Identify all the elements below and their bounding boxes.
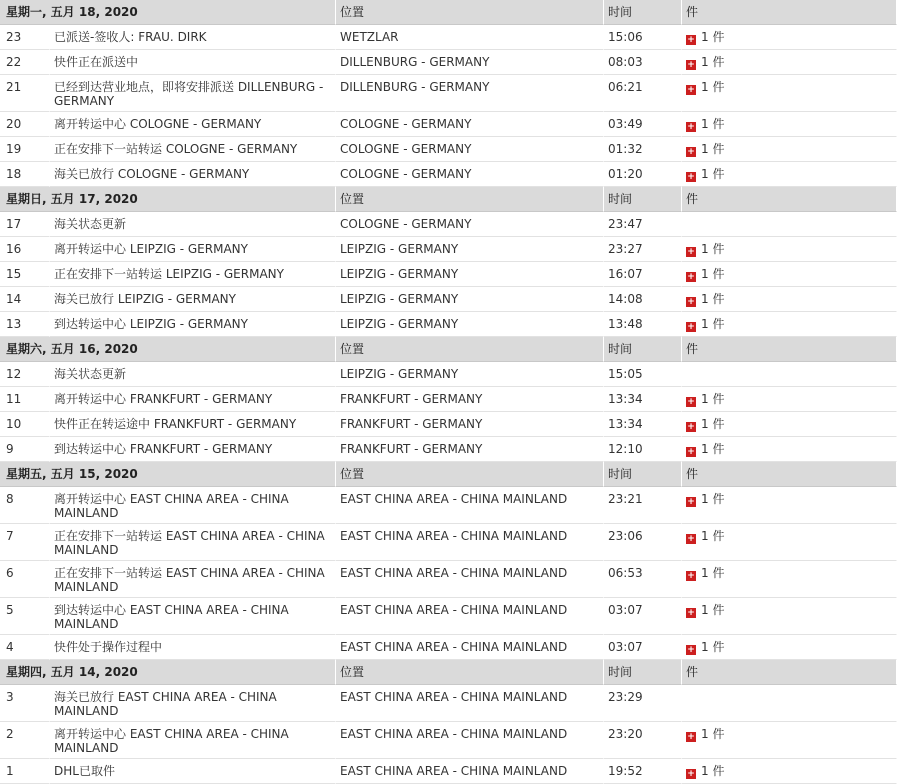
event-description: 到达转运中心 FRANKFURT - GERMANY	[50, 437, 336, 462]
event-number: 8	[0, 487, 50, 524]
pieces-column-header: 件	[682, 660, 897, 685]
event-description: 离开转运中心 COLOGNE - GERMANY	[50, 112, 336, 137]
event-time: 06:21	[604, 75, 682, 112]
event-location: WETZLAR	[336, 25, 604, 50]
event-number: 13	[0, 312, 50, 337]
event-description: 海关状态更新	[50, 212, 336, 237]
expand-plus-icon[interactable]: +	[687, 85, 695, 95]
event-location: FRANKFURT - GERMANY	[336, 387, 604, 412]
event-number: 4	[0, 635, 50, 660]
table-row	[0, 25, 897, 50]
pieces-label[interactable]: 1 件	[701, 417, 725, 431]
location-column-header: 位置	[336, 660, 604, 685]
time-column-header: 时间	[604, 0, 682, 25]
pieces-label[interactable]: 1 件	[701, 603, 725, 617]
event-number: 5	[0, 598, 50, 635]
event-time: 06:53	[604, 561, 682, 598]
event-description: 离开转运中心 EAST CHINA AREA - CHINA MAINLAND	[50, 722, 336, 759]
event-time: 23:20	[604, 722, 682, 759]
event-location: EAST CHINA AREA - CHINA MAINLAND	[336, 524, 604, 561]
event-time: 15:05	[604, 362, 682, 387]
event-number: 2	[0, 722, 50, 759]
event-description: 海关已放行 LEIPZIG - GERMANY	[50, 287, 336, 312]
pieces-cell	[682, 524, 897, 561]
pieces-cell	[682, 685, 897, 722]
pieces-cell	[682, 237, 897, 262]
pieces-cell	[682, 112, 897, 137]
date-header: 星期一, 五月 18, 2020	[0, 0, 336, 25]
event-number: 22	[0, 50, 50, 75]
expand-plus-icon[interactable]: +	[687, 447, 695, 457]
time-column-header: 时间	[604, 187, 682, 212]
event-location: COLOGNE - GERMANY	[336, 137, 604, 162]
event-location: LEIPZIG - GERMANY	[336, 262, 604, 287]
pieces-column-header: 件	[682, 462, 897, 487]
event-number: 15	[0, 262, 50, 287]
event-number: 23	[0, 25, 50, 50]
pieces-cell	[682, 50, 897, 75]
pieces-label[interactable]: 1 件	[701, 529, 725, 543]
pieces-cell	[682, 759, 897, 784]
pieces-label[interactable]: 1 件	[701, 392, 725, 406]
event-time: 23:27	[604, 237, 682, 262]
expand-plus-icon[interactable]: +	[687, 397, 695, 407]
event-description: 到达转运中心 LEIPZIG - GERMANY	[50, 312, 336, 337]
event-number: 19	[0, 137, 50, 162]
pieces-column-header: 件	[682, 0, 897, 25]
location-column-header: 位置	[336, 0, 604, 25]
pieces-cell	[682, 287, 897, 312]
event-time: 16:07	[604, 262, 682, 287]
expand-plus-icon[interactable]: +	[687, 645, 695, 655]
pieces-label[interactable]: 1 件	[701, 292, 725, 306]
pieces-label[interactable]: 1 件	[701, 442, 725, 456]
table-row	[0, 137, 897, 162]
table-row	[0, 412, 897, 437]
date-header-row	[0, 660, 897, 685]
table-row	[0, 50, 897, 75]
expand-plus-icon[interactable]: +	[687, 60, 695, 70]
pieces-label[interactable]: 1 件	[701, 242, 725, 256]
event-location: EAST CHINA AREA - CHINA MAINLAND	[336, 487, 604, 524]
event-description: 离开转运中心 FRANKFURT - GERMANY	[50, 387, 336, 412]
event-location: DILLENBURG - GERMANY	[336, 75, 604, 112]
event-time: 03:07	[604, 598, 682, 635]
event-description: 快件正在派送中	[50, 50, 336, 75]
expand-plus-icon[interactable]: +	[687, 769, 695, 779]
event-number: 7	[0, 524, 50, 561]
event-location: EAST CHINA AREA - CHINA MAINLAND	[336, 685, 604, 722]
pieces-cell	[682, 722, 897, 759]
event-time: 03:07	[604, 635, 682, 660]
expand-plus-icon[interactable]: +	[687, 122, 695, 132]
event-description: DHL已取件	[50, 759, 336, 784]
event-location: FRANKFURT - GERMANY	[336, 412, 604, 437]
expand-plus-icon[interactable]: +	[687, 297, 695, 307]
event-time: 13:34	[604, 412, 682, 437]
pieces-cell	[682, 437, 897, 462]
date-header: 星期六, 五月 16, 2020	[0, 337, 336, 362]
date-header: 星期五, 五月 15, 2020	[0, 462, 336, 487]
event-number: 3	[0, 685, 50, 722]
pieces-cell	[682, 561, 897, 598]
event-location: LEIPZIG - GERMANY	[336, 312, 604, 337]
event-time: 01:32	[604, 137, 682, 162]
event-number: 6	[0, 561, 50, 598]
pieces-cell	[682, 635, 897, 660]
event-description: 正在安排下一站转运 COLOGNE - GERMANY	[50, 137, 336, 162]
event-number: 11	[0, 387, 50, 412]
date-header-row	[0, 0, 897, 25]
event-time: 03:49	[604, 112, 682, 137]
event-number: 17	[0, 212, 50, 237]
pieces-label[interactable]: 1 件	[701, 727, 725, 741]
event-number: 1	[0, 759, 50, 784]
pieces-cell	[682, 162, 897, 187]
event-description: 海关状态更新	[50, 362, 336, 387]
event-location: EAST CHINA AREA - CHINA MAINLAND	[336, 561, 604, 598]
event-time: 23:06	[604, 524, 682, 561]
pieces-label[interactable]: 1 件	[701, 317, 725, 331]
pieces-label[interactable]: 1 件	[701, 142, 725, 156]
event-description: 海关已放行 COLOGNE - GERMANY	[50, 162, 336, 187]
location-column-header: 位置	[336, 187, 604, 212]
pieces-label[interactable]: 1 件	[701, 764, 725, 778]
event-time: 08:03	[604, 50, 682, 75]
event-location: EAST CHINA AREA - CHINA MAINLAND	[336, 722, 604, 759]
table-row	[0, 262, 897, 287]
expand-plus-icon[interactable]: +	[687, 172, 695, 182]
event-location: DILLENBURG - GERMANY	[336, 50, 604, 75]
event-number: 20	[0, 112, 50, 137]
event-time: 23:29	[604, 685, 682, 722]
table-row	[0, 312, 897, 337]
table-row	[0, 524, 897, 561]
event-location: COLOGNE - GERMANY	[336, 112, 604, 137]
location-column-header: 位置	[336, 462, 604, 487]
event-description: 离开转运中心 LEIPZIG - GERMANY	[50, 237, 336, 262]
pieces-cell	[682, 487, 897, 524]
time-column-header: 时间	[604, 660, 682, 685]
event-description: 正在安排下一站转运 LEIPZIG - GERMANY	[50, 262, 336, 287]
pieces-column-header: 件	[682, 337, 897, 362]
event-time: 13:34	[604, 387, 682, 412]
event-description: 正在安排下一站转运 EAST CHINA AREA - CHINA MAINLAND	[50, 524, 336, 561]
table-row	[0, 212, 897, 237]
table-row	[0, 75, 897, 112]
pieces-cell	[682, 598, 897, 635]
event-number: 14	[0, 287, 50, 312]
expand-plus-icon[interactable]: +	[687, 497, 695, 507]
expand-plus-icon[interactable]: +	[687, 732, 695, 742]
event-number: 10	[0, 412, 50, 437]
pieces-column-header: 件	[682, 187, 897, 212]
event-location: EAST CHINA AREA - CHINA MAINLAND	[336, 598, 604, 635]
table-row	[0, 112, 897, 137]
event-description: 已派送-签收人: FRAU. DIRK	[50, 25, 336, 50]
event-time: 23:47	[604, 212, 682, 237]
pieces-label[interactable]: 1 件	[701, 566, 725, 580]
pieces-label[interactable]: 1 件	[701, 55, 725, 69]
date-header: 星期四, 五月 14, 2020	[0, 660, 336, 685]
event-number: 12	[0, 362, 50, 387]
pieces-label[interactable]: 1 件	[701, 80, 725, 94]
event-description: 快件正在转运途中 FRANKFURT - GERMANY	[50, 412, 336, 437]
table-row	[0, 437, 897, 462]
pieces-cell	[682, 312, 897, 337]
table-row	[0, 237, 897, 262]
event-location: COLOGNE - GERMANY	[336, 162, 604, 187]
pieces-label[interactable]: 1 件	[701, 117, 725, 131]
table-row	[0, 598, 897, 635]
event-time: 12:10	[604, 437, 682, 462]
table-row	[0, 387, 897, 412]
date-header: 星期日, 五月 17, 2020	[0, 187, 336, 212]
date-header-row	[0, 187, 897, 212]
pieces-label[interactable]: 1 件	[701, 267, 725, 281]
pieces-label[interactable]: 1 件	[701, 492, 725, 506]
event-location: FRANKFURT - GERMANY	[336, 437, 604, 462]
event-location: LEIPZIG - GERMANY	[336, 362, 604, 387]
date-header-row	[0, 462, 897, 487]
location-column-header: 位置	[336, 337, 604, 362]
event-description: 已经到达营业地点，即将安排派送 DILLENBURG - GERMANY	[50, 75, 336, 112]
pieces-cell	[682, 25, 897, 50]
pieces-cell	[682, 212, 897, 237]
expand-plus-icon[interactable]: +	[687, 35, 695, 45]
event-time: 14:08	[604, 287, 682, 312]
table-row	[0, 287, 897, 312]
table-row	[0, 162, 897, 187]
table-row	[0, 685, 897, 722]
time-column-header: 时间	[604, 337, 682, 362]
expand-plus-icon[interactable]: +	[687, 147, 695, 157]
event-time: 19:52	[604, 759, 682, 784]
event-number: 16	[0, 237, 50, 262]
event-time: 13:48	[604, 312, 682, 337]
event-location: LEIPZIG - GERMANY	[336, 237, 604, 262]
event-number: 18	[0, 162, 50, 187]
pieces-cell	[682, 137, 897, 162]
event-location: LEIPZIG - GERMANY	[336, 287, 604, 312]
pieces-cell	[682, 387, 897, 412]
time-column-header: 时间	[604, 462, 682, 487]
event-location: EAST CHINA AREA - CHINA MAINLAND	[336, 635, 604, 660]
event-location: COLOGNE - GERMANY	[336, 212, 604, 237]
expand-plus-icon[interactable]: +	[687, 422, 695, 432]
expand-plus-icon[interactable]: +	[687, 608, 695, 618]
event-description: 到达转运中心 EAST CHINA AREA - CHINA MAINLAND	[50, 598, 336, 635]
pieces-cell	[682, 75, 897, 112]
table-row	[0, 759, 897, 784]
table-row	[0, 722, 897, 759]
expand-plus-icon[interactable]: +	[687, 571, 695, 581]
expand-plus-icon[interactable]: +	[687, 322, 695, 332]
date-header-row	[0, 337, 897, 362]
event-time: 15:06	[604, 25, 682, 50]
event-number: 9	[0, 437, 50, 462]
pieces-cell	[682, 362, 897, 387]
event-description: 海关已放行 EAST CHINA AREA - CHINA MAINLAND	[50, 685, 336, 722]
event-description: 正在安排下一站转运 EAST CHINA AREA - CHINA MAINLAND	[50, 561, 336, 598]
table-row	[0, 487, 897, 524]
expand-plus-icon[interactable]: +	[687, 247, 695, 257]
expand-plus-icon[interactable]: +	[687, 272, 695, 282]
event-number: 21	[0, 75, 50, 112]
pieces-cell	[682, 262, 897, 287]
pieces-label[interactable]: 1 件	[701, 30, 725, 44]
table-row	[0, 362, 897, 387]
event-description: 离开转运中心 EAST CHINA AREA - CHINA MAINLAND	[50, 487, 336, 524]
event-description: 快件处于操作过程中	[50, 635, 336, 660]
pieces-label[interactable]: 1 件	[701, 640, 725, 654]
expand-plus-icon[interactable]: +	[687, 534, 695, 544]
event-time: 23:21	[604, 487, 682, 524]
table-row	[0, 635, 897, 660]
pieces-cell	[682, 412, 897, 437]
pieces-label[interactable]: 1 件	[701, 167, 725, 181]
event-location: EAST CHINA AREA - CHINA MAINLAND	[336, 759, 604, 784]
event-time: 01:20	[604, 162, 682, 187]
table-row	[0, 561, 897, 598]
